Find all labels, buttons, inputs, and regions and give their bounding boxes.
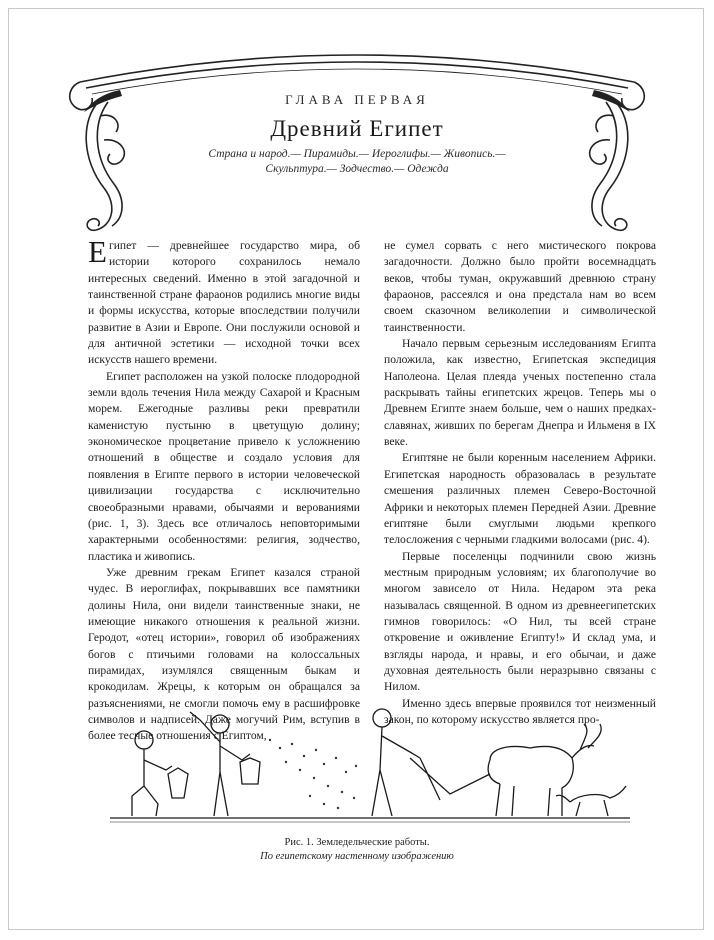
caption-source: По египетскому настенному изображению (260, 851, 454, 862)
chapter-subtitle: Страна и народ.— Пирамиды.— Иероглифы.— Живопись.— Скульптура.— Зодчество.— Одежда (208, 148, 506, 175)
paragraph: Начало первым серьезным исследованиям Египта положила, как известно, Египетская экспедиция Наполеона. Целая плеяда ученых постепенно стала раскрывать тайны египетских жрецов. Теперь мы о Древнем Египте знаем больше, чем о наших предках-славянах, живших по берегам Днепра и Ильменя в IX веке. (384, 337, 656, 449)
paragraph (88, 234, 360, 369)
chapter-label: ГЛАВА ПЕРВАЯ (285, 92, 429, 107)
chapter-title: Древний Египет (270, 116, 444, 141)
paragraph: Египет расположен на узкой полоске плодородной земли вдоль течения Нила между Сахарой и Красным морем. Ежегодные разливы реки превратили каменистую пустыню в цветущую долину; экономическое процветание привело к усложнению отношений в обществе и создало условия для появления в Египте первого в истории человеческой цивилизации государства с исключительно своеобразными нравами, обычаями и верованиями (рис. 1, 3). Здесь все отличалось неповторимыми характерными особенностями: религия, зодчество, пластика и живопись. (88, 369, 360, 563)
figure-caption (0, 836, 714, 864)
paragraph-text: гипет — древнейшее государство мира, об истории которого сохранилось немало интересных сведений. Именно в этой загадочной и таинственной стране фараонов родились многие виды и формы искусства, которые впоследствии получили развитие в Азии и Европе. Они послужили основой и для античной эстетики — исходной точки всех искусств нашего времени. (88, 239, 360, 367)
left-column (88, 234, 360, 745)
agriculture-illustration (110, 700, 630, 830)
right-column (384, 238, 656, 728)
paragraph: не сумел сорвать с него мистического покрова загадочности. Должно было пройти восемнадцать веков, чтобы туман, окружавший древнюю страну фараонов, рассеялся и она предстала нам во всем своем сказочном великолепии и символической таинственности. (384, 239, 656, 334)
caption-title: Рис. 1. Земледельческие работы. (284, 837, 430, 848)
paragraph: Первые поселенцы подчинили свою жизнь местным природным условиям; их благополучие во многом зависело от Нила. Недаром эта река называлась священной. В одном из древнеегипетских гимнов говорилось: «О Нил, ты всей стране откровение и оживление Египту!» И склад ума, и взгляды народа, и нравы, и его обычаи, и даже духовная деятельность были неразрывно связаны с Нилом. (384, 549, 656, 694)
drop-cap: Е (88, 234, 107, 269)
paragraph: Именно здесь впервые проявился тот неизменный закон, по которому искусство является про- (384, 696, 656, 726)
paragraph: Уже древним грекам Египет казался страной чудес. В иероглифах, покрывавших все памятники долины Нила, они видели таинственные знаки, не имеющие никакого отношения к реальной жизни. Геродот, «отец истории», говорил об изображениях богов с птичьими головами на колоссальных пирамидах, изумлялся священным быкам и крокодилам. Жрецы, к которым он обращался за разъяснениями, не смогли помочь ему в расшифровке символов и надписей. Даже могучий Рим, вступив в более тесные отношения с Египтом, (88, 565, 360, 743)
paragraph: Египтяне не были коренным населением Африки. Египетская народность образовалась в результате смешения различных племен Северо-Восточной Африки и некоторых племен Передней Азии. Древние египтяне были смуглыми людьми крепкого телосложения с черными гладкими волосами (рис. 4). (384, 451, 656, 547)
